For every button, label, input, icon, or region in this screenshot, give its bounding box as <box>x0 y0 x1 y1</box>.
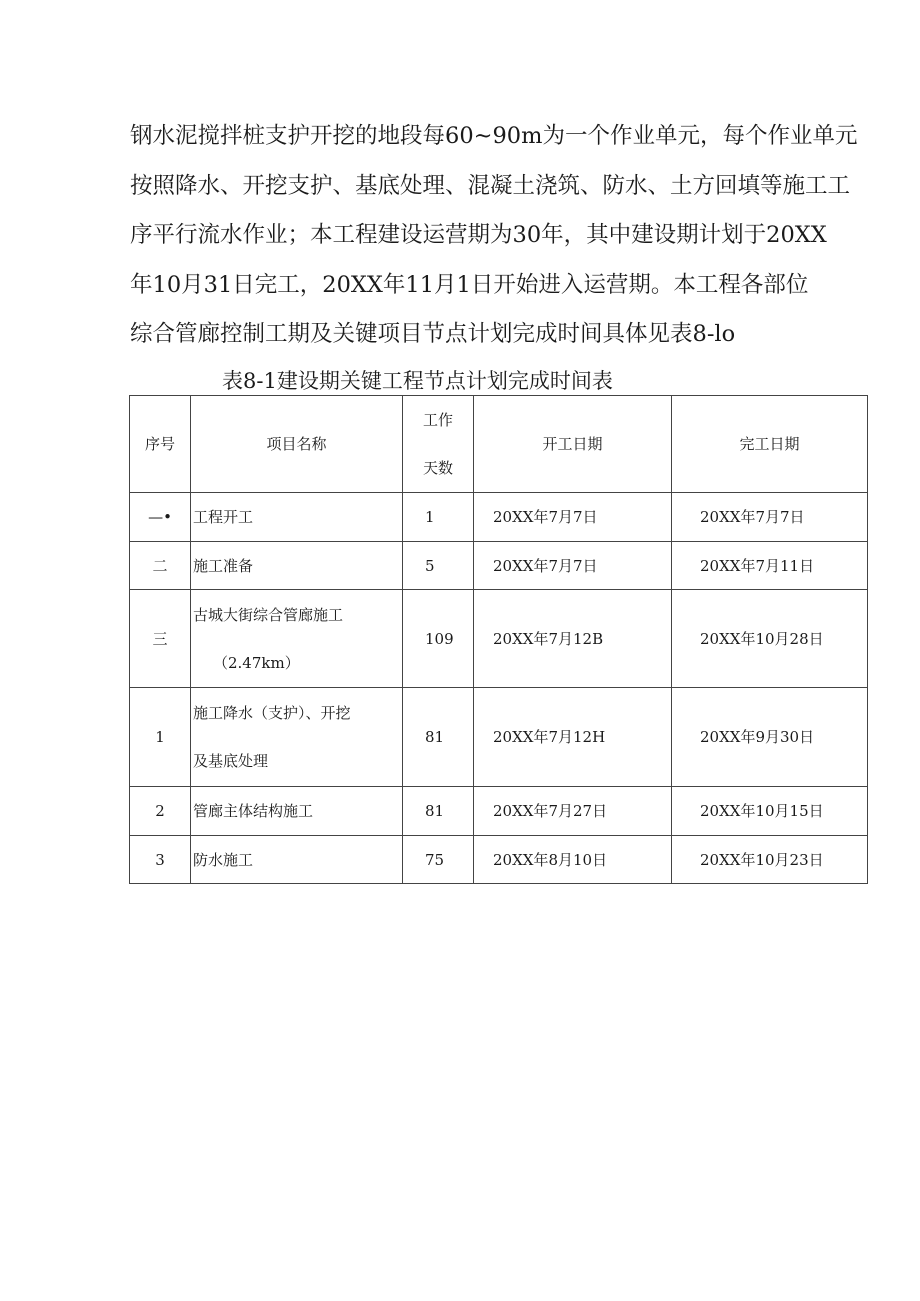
body-paragraph <box>130 112 870 360</box>
cell-name: 工程开工 <box>191 493 403 542</box>
header-days <box>403 396 474 493</box>
header-end: 完工日期 <box>672 396 868 493</box>
table-row <box>130 688 868 787</box>
cell-name <box>191 590 403 688</box>
cell-end: 20XX年7月11日 <box>672 542 868 590</box>
cell-name: 防水施工 <box>191 836 403 884</box>
table-row <box>130 836 868 884</box>
cell-days: 109 <box>403 590 474 688</box>
cell-name: 施工准备 <box>191 542 403 590</box>
cell-name: 管廊主体结构施工 <box>191 787 403 836</box>
cell-name-line2: 及基底处理 <box>193 752 269 770</box>
header-days-line2: 天数 <box>422 459 453 477</box>
table-row <box>130 590 868 688</box>
cell-start: 20XX年7月7日 <box>474 493 672 542</box>
header-days-line1: 工作 <box>422 411 453 429</box>
table-row <box>130 542 868 590</box>
cell-seq: 二 <box>130 542 191 590</box>
cell-days: 81 <box>403 787 474 836</box>
cell-days: 81 <box>403 688 474 787</box>
paragraph-line: 年10月31日完工，20XX年11月1日开始进入运营期。本工程各部位 <box>130 271 809 298</box>
cell-end: 20XX年9月30日 <box>672 688 868 787</box>
cell-end: 20XX年10月28日 <box>672 590 868 688</box>
cell-start: 20XX年7月27日 <box>474 787 672 836</box>
table-row <box>130 787 868 836</box>
cell-days: 5 <box>403 542 474 590</box>
cell-seq: 3 <box>130 836 191 884</box>
header-start: 开工日期 <box>474 396 672 493</box>
cell-days: 75 <box>403 836 474 884</box>
cell-seq: 1 <box>130 688 191 787</box>
paragraph-line: 钢水泥搅拌桩支护开挖的地段每60~90m为一个作业单元，每个作业单元 <box>130 123 858 149</box>
cell-start: 20XX年7月12H <box>474 688 672 787</box>
header-name: 项目名称 <box>191 396 403 493</box>
table-caption: 表8-1建设期关键工程节点计划完成时间表 <box>222 369 613 393</box>
cell-end: 20XX年10月23日 <box>672 836 868 884</box>
cell-start: 20XX年8月10日 <box>474 836 672 884</box>
cell-end: 20XX年7月7日 <box>672 493 868 542</box>
header-seq: 序号 <box>130 396 191 493</box>
cell-start: 20XX年7月7日 <box>474 542 672 590</box>
table-header-row <box>130 396 868 493</box>
schedule-table <box>129 395 868 884</box>
cell-name <box>191 688 403 787</box>
cell-seq: 2 <box>130 787 191 836</box>
paragraph-line: 序平行流水作业；本工程建设运营期为30年，其中建设期计划于20XX <box>130 222 827 248</box>
cell-name-line1: 古城大街综合管廊施工 <box>193 605 344 624</box>
cell-seq: 三 <box>130 590 191 688</box>
paragraph-line: 综合管廊控制工期及关键项目节点计划完成时间具体见表8-lo <box>130 321 736 347</box>
cell-name-line2: （2.47km） <box>213 653 300 672</box>
table-row <box>130 493 868 542</box>
cell-days: 1 <box>403 493 474 542</box>
cell-start: 20XX年7月12B <box>474 590 672 688</box>
cell-end: 20XX年10月15日 <box>672 787 868 836</box>
paragraph-line: 按照降水、开挖支护、基底处理、混凝土浇筑、防水、土方回填等施工工 <box>130 172 851 199</box>
cell-name-line1: 施工降水（支护）、开挖 <box>193 704 351 722</box>
cell-seq: —• <box>130 493 191 542</box>
